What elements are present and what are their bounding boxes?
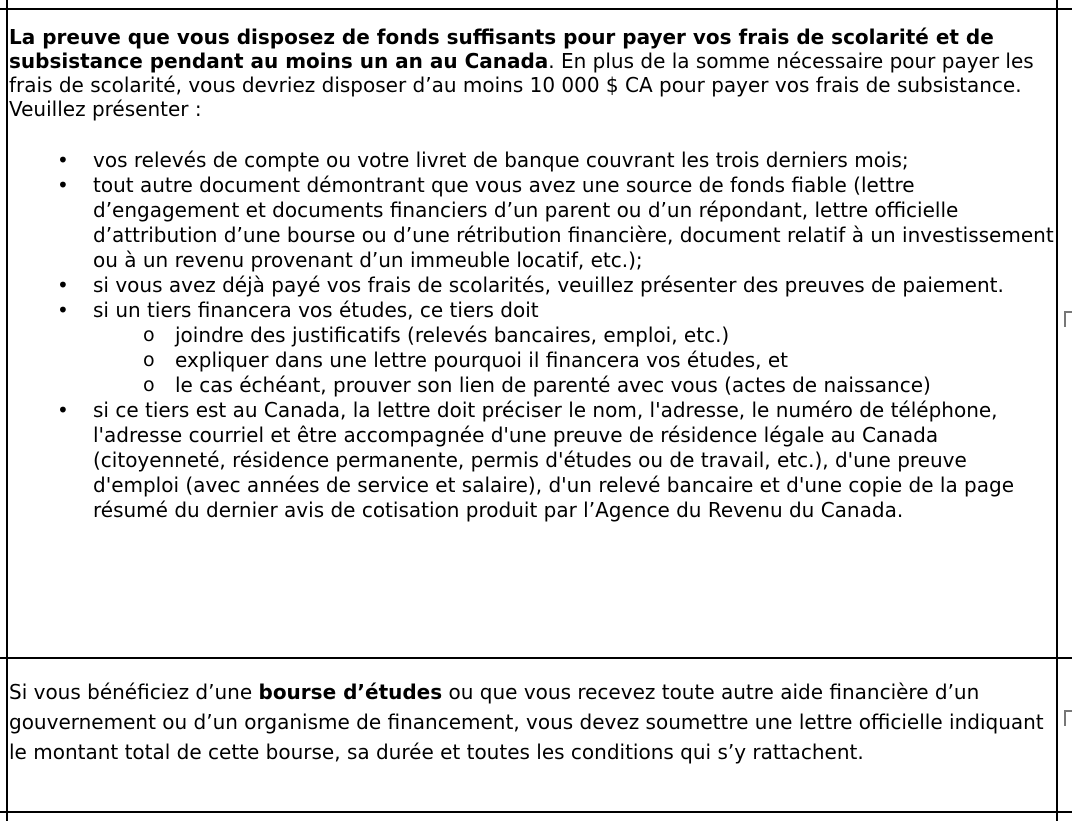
- scholarship-text-start: Si vous bénéficiez d’une: [9, 680, 259, 704]
- list-item: [9, 273, 1054, 298]
- list-item-text: vos relevés de compte ou votre livret de banque couvrant les trois derniers mois;: [93, 148, 909, 172]
- funds-proof-intro-text: . En plus de la somme nécessaire pour payer les frais de scolarité, vous devriez disposer d’au moins 10 000 $ CA pour payer vos frais de subsistance. Veuillez présenter :: [9, 49, 1034, 121]
- scholarship-paragraph: [9, 677, 1054, 767]
- list-item-text: si vous avez déjà payé vos frais de scolarités, veuillez présenter des preuves de paiement.: [93, 273, 1004, 297]
- sub-list-item-text: o joindre des justificatifs (relevés bancaires, emploi, etc.): [175, 323, 730, 347]
- list-item-text: tout autre document démontrant que vous avez une source de fonds fiable (lettre d’engagement et documents financiers d’un parent ou d’un répondant, lettre officielle d’attribution d’une bourse ou d’une rétribution financière, document relatif à un investissement ou à un revenu provenant d’un immeuble locatif, etc.);: [93, 173, 1054, 272]
- row-separator-bottom: [0, 811, 1072, 813]
- list-item: [9, 398, 1054, 523]
- checkbox-section2[interactable]: [1064, 710, 1072, 726]
- sub-list-item-text: o le cas échéant, prouver son lien de parenté avec vous (actes de naissance): [175, 373, 931, 397]
- sub-list-item: [9, 348, 1054, 373]
- scholarship-bold-term: bourse d’études: [258, 680, 443, 704]
- list-item: [9, 173, 1054, 273]
- list-item: [9, 147, 1054, 173]
- list-item-text: si un tiers financera vos études, ce tiers doit: [93, 298, 539, 322]
- funds-proof-list: [9, 147, 1054, 523]
- third-party-sub-list: [93, 323, 1054, 398]
- row-separator-middle: [0, 657, 1072, 659]
- sub-list-item: [9, 373, 1054, 398]
- funds-proof-cell: [9, 25, 1054, 523]
- table-border-left: [6, 0, 8, 821]
- list-item: [9, 298, 1054, 398]
- checkbox-section1[interactable]: [1064, 311, 1072, 327]
- scholarship-cell: [9, 677, 1054, 767]
- scholarship-text-end: ou que vous recevez toute autre aide financière d’un gouvernement ou d’un organisme de financement, vous devez soumettre une lettre officielle indiquant le montant total de cette bourse, sa durée et toutes les conditions qui s’y rattachent.: [9, 680, 1044, 764]
- sub-list-item-text: o expliquer dans une lettre pourquoi il financera vos études, et: [175, 348, 789, 372]
- funds-proof-heading: La preuve que vous disposez de fonds suffisants pour payer vos frais de scolarité et de subsistance pendant au moins un an au Canada: [9, 25, 994, 73]
- row-separator-top: [0, 8, 1072, 10]
- sub-list-item: [9, 323, 1054, 348]
- list-item-text: si ce tiers est au Canada, la lettre doit préciser le nom, l'adresse, le numéro de téléphone, l'adresse courriel et être accompagnée d'une preuve de résidence légale au Canada (citoyenneté, résidence permanente, permis d'études ou de travail, etc.), d'une preuve d'emploi (avec années de service et salaire), d'un relevé bancaire et d'une copie de la page résumé du dernier avis de cotisation produit par l’Agence du Revenu du Canada.: [93, 398, 1015, 522]
- funds-proof-intro: [9, 25, 1054, 121]
- table-border-right: [1056, 0, 1058, 821]
